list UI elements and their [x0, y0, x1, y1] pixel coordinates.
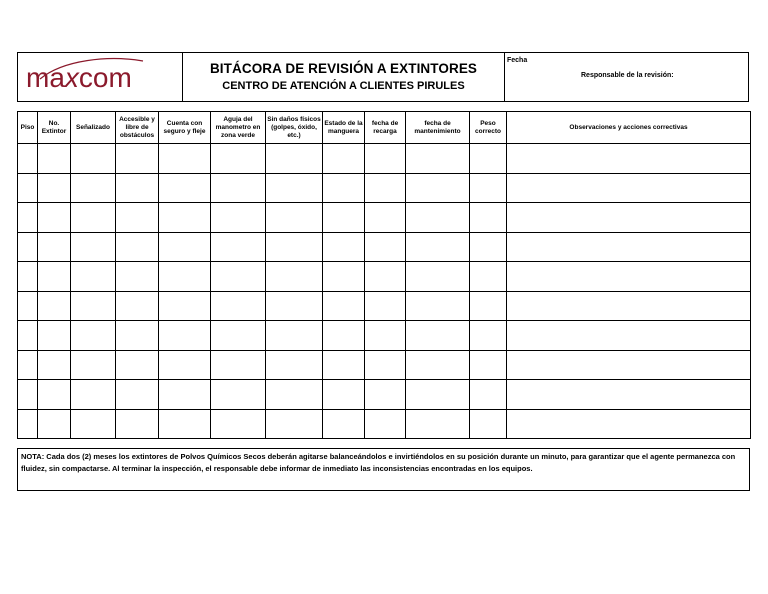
table-row — [18, 350, 751, 380]
table-cell[interactable] — [365, 203, 406, 233]
col-accesible: Accesible y libre de obstáculos — [116, 112, 159, 144]
table-row — [18, 409, 751, 439]
table-cell[interactable] — [71, 409, 116, 439]
table-cell[interactable] — [71, 380, 116, 410]
table-cell[interactable] — [211, 262, 266, 292]
table-cell[interactable] — [406, 262, 470, 292]
col-aguja-manometro: Aguja del manometro en zona verde — [211, 112, 266, 144]
table-cell[interactable] — [323, 144, 365, 174]
table-cell[interactable] — [211, 380, 266, 410]
table-cell[interactable] — [116, 380, 159, 410]
table-cell[interactable] — [365, 173, 406, 203]
table-row — [18, 232, 751, 262]
table-cell[interactable] — [159, 380, 211, 410]
table-cell[interactable] — [159, 291, 211, 321]
table-cell[interactable] — [38, 291, 71, 321]
table-cell[interactable] — [507, 144, 751, 174]
table-cell[interactable] — [406, 173, 470, 203]
table-cell[interactable] — [18, 203, 38, 233]
col-no-extintor: No. Extintor — [38, 112, 71, 144]
table-cell[interactable] — [266, 262, 323, 292]
table-cell[interactable] — [18, 262, 38, 292]
table-cell[interactable] — [116, 232, 159, 262]
table-cell[interactable] — [470, 409, 507, 439]
logo-text-x: x — [64, 62, 79, 93]
svg-text:maxcom — [26, 62, 132, 93]
table-cell[interactable] — [323, 291, 365, 321]
table-cell[interactable] — [18, 173, 38, 203]
table-cell[interactable] — [18, 232, 38, 262]
table-cell[interactable] — [406, 203, 470, 233]
table-cell[interactable] — [323, 262, 365, 292]
table-cell[interactable] — [507, 409, 751, 439]
fecha-label: Fecha — [507, 57, 528, 64]
table-cell[interactable] — [71, 203, 116, 233]
form-subtitle: CENTRO DE ATENCIÓN A CLIENTES PIRULES — [222, 80, 465, 92]
table-cell[interactable] — [18, 409, 38, 439]
table-cell[interactable] — [211, 291, 266, 321]
col-observaciones: Observaciones y acciones correctivas — [507, 112, 751, 144]
table-cell[interactable] — [323, 321, 365, 351]
table-cell[interactable] — [159, 321, 211, 351]
form-title: BITÁCORA DE REVISIÓN A EXTINTORES — [209, 61, 478, 76]
table-cell[interactable] — [116, 291, 159, 321]
table-cell[interactable] — [71, 232, 116, 262]
table-cell[interactable] — [507, 350, 751, 380]
table-cell[interactable] — [266, 203, 323, 233]
table-cell[interactable] — [266, 380, 323, 410]
table-cell[interactable] — [507, 291, 751, 321]
table-cell[interactable] — [470, 291, 507, 321]
table-cell[interactable] — [38, 409, 71, 439]
table-cell[interactable] — [323, 203, 365, 233]
table-cell[interactable] — [159, 144, 211, 174]
table-cell[interactable] — [507, 232, 751, 262]
table-cell[interactable] — [406, 380, 470, 410]
table-cell[interactable] — [38, 173, 71, 203]
note-box: NOTA: Cada dos (2) meses los extintores de Polvos Químicos Secos deberán agitarse balanceándolos e invirtiéndolos en su posición durante un minuto, para garantizar que el agente permanezca con fluidez, sin compactarse. Al terminar la inspección, el responsable debe informar de inmediato las inconsistencias encontradas en los equipos. — [17, 448, 750, 491]
table-cell[interactable] — [71, 144, 116, 174]
table-cell[interactable] — [266, 350, 323, 380]
table-cell[interactable] — [116, 321, 159, 351]
table-cell[interactable] — [365, 350, 406, 380]
table-cell[interactable] — [38, 144, 71, 174]
table-cell[interactable] — [211, 203, 266, 233]
table-cell[interactable] — [323, 173, 365, 203]
maxcom-logo — [18, 53, 183, 101]
table-cell[interactable] — [266, 409, 323, 439]
table-cell[interactable] — [507, 321, 751, 351]
form-header — [17, 52, 749, 102]
table-cell[interactable] — [365, 262, 406, 292]
table-cell[interactable] — [470, 203, 507, 233]
col-fecha-recarga: fecha de recarga — [365, 112, 406, 144]
table-cell[interactable] — [18, 350, 38, 380]
table-cell[interactable] — [470, 262, 507, 292]
table-cell[interactable] — [323, 232, 365, 262]
table-cell[interactable] — [116, 203, 159, 233]
maxcom-logo-graphic — [18, 53, 183, 101]
table-cell[interactable] — [365, 409, 406, 439]
table-cell[interactable] — [116, 262, 159, 292]
table-cell[interactable] — [365, 291, 406, 321]
table-cell[interactable] — [323, 380, 365, 410]
table-cell[interactable] — [71, 173, 116, 203]
table-cell[interactable] — [159, 232, 211, 262]
table-cell[interactable] — [71, 291, 116, 321]
table-body — [18, 144, 751, 439]
table-cell[interactable] — [406, 409, 470, 439]
responsable-label: Responsable de la revisión: — [581, 72, 674, 79]
table-cell[interactable] — [38, 232, 71, 262]
table-cell[interactable] — [38, 350, 71, 380]
table-row — [18, 321, 751, 351]
title-box — [183, 53, 505, 101]
table-row — [18, 173, 751, 203]
table-cell[interactable] — [323, 350, 365, 380]
inspection-table — [17, 111, 751, 439]
col-estado-manguera: Estado de la manguera — [323, 112, 365, 144]
table-cell[interactable] — [159, 350, 211, 380]
table-cell[interactable] — [159, 203, 211, 233]
table-cell[interactable] — [406, 321, 470, 351]
table-cell[interactable] — [470, 350, 507, 380]
table-cell[interactable] — [18, 380, 38, 410]
col-peso-correcto: Peso correcto — [470, 112, 507, 144]
col-sin-danos: Sin daños físicos (golpes, óxido, etc.) — [266, 112, 323, 144]
table-cell[interactable] — [211, 144, 266, 174]
table-cell[interactable] — [365, 144, 406, 174]
table-cell[interactable] — [116, 144, 159, 174]
table-cell[interactable] — [365, 321, 406, 351]
table-cell[interactable] — [38, 321, 71, 351]
table-row — [18, 262, 751, 292]
table-cell[interactable] — [470, 321, 507, 351]
meta-box — [505, 53, 748, 101]
table-cell[interactable] — [38, 203, 71, 233]
header-row — [18, 112, 751, 144]
col-piso: Piso — [18, 112, 38, 144]
logo-text-left: ma — [26, 62, 65, 93]
table-cell[interactable] — [507, 262, 751, 292]
table-cell[interactable] — [365, 380, 406, 410]
table-cell[interactable] — [507, 203, 751, 233]
table-cell[interactable] — [116, 173, 159, 203]
col-fecha-mantenimiento: fecha de mantenimiento — [406, 112, 470, 144]
table-cell[interactable] — [211, 409, 266, 439]
table-cell[interactable] — [159, 262, 211, 292]
table-cell[interactable] — [365, 232, 406, 262]
table-cell[interactable] — [507, 173, 751, 203]
table-cell[interactable] — [470, 144, 507, 174]
table-cell[interactable] — [159, 409, 211, 439]
table-cell[interactable] — [38, 380, 71, 410]
table-cell[interactable] — [211, 321, 266, 351]
col-seguro-fleje: Cuenta con seguro y fleje — [159, 112, 211, 144]
table-cell[interactable] — [71, 350, 116, 380]
table-cell[interactable] — [266, 173, 323, 203]
table-cell[interactable] — [266, 144, 323, 174]
table-cell[interactable] — [470, 380, 507, 410]
table-cell[interactable] — [116, 350, 159, 380]
table-cell[interactable] — [406, 232, 470, 262]
table-cell[interactable] — [470, 232, 507, 262]
table-cell[interactable] — [38, 262, 71, 292]
table-cell[interactable] — [71, 321, 116, 351]
table-cell[interactable] — [266, 291, 323, 321]
table-cell[interactable] — [18, 144, 38, 174]
table-cell[interactable] — [507, 380, 751, 410]
logo-text-right: com — [78, 62, 132, 93]
table-row — [18, 203, 751, 233]
table-cell[interactable] — [71, 262, 116, 292]
col-senalizado: Señalizado — [71, 112, 116, 144]
table-cell[interactable] — [470, 173, 507, 203]
table-cell[interactable] — [211, 350, 266, 380]
table-cell[interactable] — [406, 144, 470, 174]
table-cell[interactable] — [116, 409, 159, 439]
table-cell[interactable] — [18, 321, 38, 351]
table-cell[interactable] — [159, 173, 211, 203]
table-cell[interactable] — [406, 350, 470, 380]
table-cell[interactable] — [266, 232, 323, 262]
table-cell[interactable] — [266, 321, 323, 351]
table-row — [18, 291, 751, 321]
table-cell[interactable] — [211, 232, 266, 262]
table-cell[interactable] — [18, 291, 38, 321]
table-cell[interactable] — [211, 173, 266, 203]
table-cell[interactable] — [323, 409, 365, 439]
table-row — [18, 380, 751, 410]
table-row — [18, 144, 751, 174]
table-cell[interactable] — [406, 291, 470, 321]
